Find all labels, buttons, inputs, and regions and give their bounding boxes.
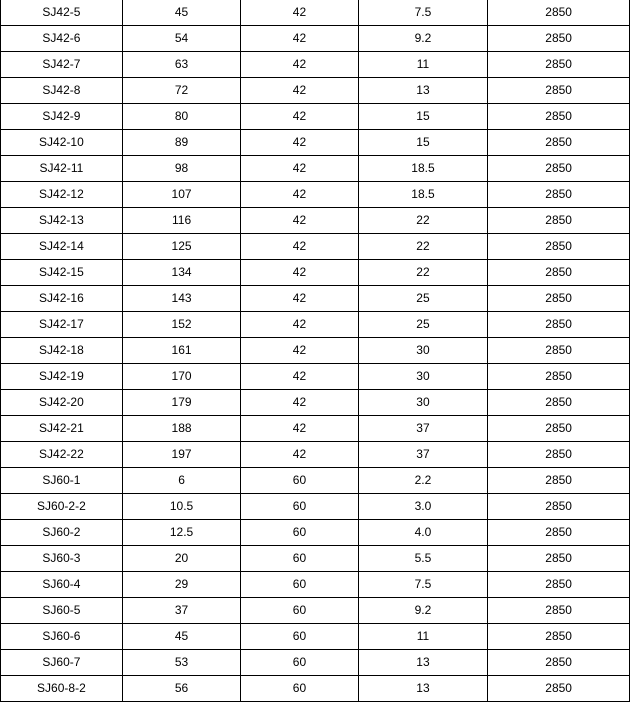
table-row xyxy=(1,104,630,130)
table-row xyxy=(1,624,630,650)
col3-cell: 42 xyxy=(241,0,358,26)
col5-cell: 2850 xyxy=(488,624,630,650)
col4-cell: 11 xyxy=(358,624,488,650)
col5-cell: 2850 xyxy=(488,364,630,390)
col5-cell: 2850 xyxy=(488,104,630,130)
col3-cell: 42 xyxy=(241,52,358,78)
table-row xyxy=(1,598,630,624)
col2-cell: 29 xyxy=(122,572,240,598)
col2-cell: 72 xyxy=(122,78,240,104)
col3-cell: 42 xyxy=(241,78,358,104)
col3-cell: 42 xyxy=(241,442,358,468)
table-row xyxy=(1,390,630,416)
table-row xyxy=(1,546,630,572)
table-row xyxy=(1,572,630,598)
col4-cell: 37 xyxy=(358,416,488,442)
table-row xyxy=(1,364,630,390)
col4-cell: 15 xyxy=(358,130,488,156)
col3-cell: 42 xyxy=(241,416,358,442)
col2-cell: 134 xyxy=(122,260,240,286)
table-row xyxy=(1,0,630,26)
col5-cell: 2850 xyxy=(488,0,630,26)
col4-cell: 30 xyxy=(358,338,488,364)
col2-cell: 152 xyxy=(122,312,240,338)
col4-cell: 7.5 xyxy=(358,0,488,26)
model-cell: SJ60-7 xyxy=(1,650,123,676)
col5-cell: 2850 xyxy=(488,182,630,208)
model-cell: SJ60-5 xyxy=(1,598,123,624)
model-cell: SJ60-1 xyxy=(1,468,123,494)
model-cell: SJ60-3 xyxy=(1,546,123,572)
col5-cell: 2850 xyxy=(488,520,630,546)
col2-cell: 80 xyxy=(122,104,240,130)
col5-cell: 2850 xyxy=(488,494,630,520)
col5-cell: 2850 xyxy=(488,312,630,338)
col4-cell: 3.0 xyxy=(358,494,488,520)
col3-cell: 60 xyxy=(241,546,358,572)
model-cell: SJ42-16 xyxy=(1,286,123,312)
col2-cell: 20 xyxy=(122,546,240,572)
col2-cell: 197 xyxy=(122,442,240,468)
col3-cell: 60 xyxy=(241,494,358,520)
col3-cell: 42 xyxy=(241,26,358,52)
col5-cell: 2850 xyxy=(488,78,630,104)
table-row xyxy=(1,676,630,702)
model-cell: SJ42-18 xyxy=(1,338,123,364)
model-cell: SJ42-22 xyxy=(1,442,123,468)
col3-cell: 42 xyxy=(241,312,358,338)
col3-cell: 42 xyxy=(241,338,358,364)
table-row xyxy=(1,260,630,286)
col4-cell: 30 xyxy=(358,390,488,416)
col4-cell: 25 xyxy=(358,312,488,338)
col3-cell: 60 xyxy=(241,468,358,494)
table-row xyxy=(1,26,630,52)
col2-cell: 53 xyxy=(122,650,240,676)
col3-cell: 42 xyxy=(241,390,358,416)
model-cell: SJ42-9 xyxy=(1,104,123,130)
model-cell: SJ42-19 xyxy=(1,364,123,390)
table-row xyxy=(1,78,630,104)
col4-cell: 7.5 xyxy=(358,572,488,598)
col4-cell: 22 xyxy=(358,260,488,286)
col5-cell: 2850 xyxy=(488,234,630,260)
col2-cell: 143 xyxy=(122,286,240,312)
table-row xyxy=(1,208,630,234)
col4-cell: 13 xyxy=(358,676,488,702)
col5-cell: 2850 xyxy=(488,442,630,468)
col3-cell: 42 xyxy=(241,286,358,312)
table-row xyxy=(1,650,630,676)
col5-cell: 2850 xyxy=(488,650,630,676)
col4-cell: 5.5 xyxy=(358,546,488,572)
col3-cell: 60 xyxy=(241,676,358,702)
col5-cell: 2850 xyxy=(488,52,630,78)
col5-cell: 2850 xyxy=(488,338,630,364)
col5-cell: 2850 xyxy=(488,156,630,182)
col2-cell: 45 xyxy=(122,624,240,650)
col3-cell: 42 xyxy=(241,104,358,130)
table-row xyxy=(1,312,630,338)
model-cell: SJ42-5 xyxy=(1,0,123,26)
col2-cell: 170 xyxy=(122,364,240,390)
col5-cell: 2850 xyxy=(488,130,630,156)
col4-cell: 13 xyxy=(358,78,488,104)
col4-cell: 9.2 xyxy=(358,26,488,52)
col3-cell: 60 xyxy=(241,650,358,676)
col4-cell: 37 xyxy=(358,442,488,468)
table-row xyxy=(1,520,630,546)
table-row xyxy=(1,182,630,208)
table-row xyxy=(1,234,630,260)
col3-cell: 42 xyxy=(241,260,358,286)
model-cell: SJ42-8 xyxy=(1,78,123,104)
table-row xyxy=(1,52,630,78)
col2-cell: 10.5 xyxy=(122,494,240,520)
model-cell: SJ60-2 xyxy=(1,520,123,546)
model-cell: SJ42-6 xyxy=(1,26,123,52)
col3-cell: 60 xyxy=(241,572,358,598)
table-row xyxy=(1,130,630,156)
col2-cell: 6 xyxy=(122,468,240,494)
model-cell: SJ42-21 xyxy=(1,416,123,442)
col5-cell: 2850 xyxy=(488,468,630,494)
model-cell: SJ60-2-2 xyxy=(1,494,123,520)
col2-cell: 125 xyxy=(122,234,240,260)
col5-cell: 2850 xyxy=(488,286,630,312)
col3-cell: 42 xyxy=(241,234,358,260)
col4-cell: 9.2 xyxy=(358,598,488,624)
table-row xyxy=(1,494,630,520)
table-row xyxy=(1,468,630,494)
col2-cell: 116 xyxy=(122,208,240,234)
table-row xyxy=(1,442,630,468)
col5-cell: 2850 xyxy=(488,572,630,598)
col2-cell: 89 xyxy=(122,130,240,156)
col4-cell: 13 xyxy=(358,650,488,676)
col4-cell: 11 xyxy=(358,52,488,78)
model-cell: SJ42-13 xyxy=(1,208,123,234)
col4-cell: 18.5 xyxy=(358,182,488,208)
table-body xyxy=(1,0,630,702)
col4-cell: 2.2 xyxy=(358,468,488,494)
col4-cell: 4.0 xyxy=(358,520,488,546)
col2-cell: 54 xyxy=(122,26,240,52)
col2-cell: 12.5 xyxy=(122,520,240,546)
model-cell: SJ42-15 xyxy=(1,260,123,286)
col5-cell: 2850 xyxy=(488,26,630,52)
col3-cell: 42 xyxy=(241,208,358,234)
col2-cell: 161 xyxy=(122,338,240,364)
col2-cell: 37 xyxy=(122,598,240,624)
col2-cell: 98 xyxy=(122,156,240,182)
col3-cell: 42 xyxy=(241,364,358,390)
col5-cell: 2850 xyxy=(488,208,630,234)
table-row xyxy=(1,286,630,312)
col2-cell: 188 xyxy=(122,416,240,442)
model-cell: SJ42-20 xyxy=(1,390,123,416)
model-cell: SJ42-7 xyxy=(1,52,123,78)
col4-cell: 30 xyxy=(358,364,488,390)
col5-cell: 2850 xyxy=(488,598,630,624)
table-row xyxy=(1,416,630,442)
col5-cell: 2850 xyxy=(488,260,630,286)
model-cell: SJ42-10 xyxy=(1,130,123,156)
model-cell: SJ60-4 xyxy=(1,572,123,598)
col2-cell: 107 xyxy=(122,182,240,208)
model-cell: SJ42-12 xyxy=(1,182,123,208)
model-cell: SJ60-6 xyxy=(1,624,123,650)
col2-cell: 56 xyxy=(122,676,240,702)
col5-cell: 2850 xyxy=(488,390,630,416)
col4-cell: 25 xyxy=(358,286,488,312)
col4-cell: 22 xyxy=(358,234,488,260)
model-cell: SJ42-17 xyxy=(1,312,123,338)
model-cell: SJ60-8-2 xyxy=(1,676,123,702)
col5-cell: 2850 xyxy=(488,546,630,572)
col4-cell: 22 xyxy=(358,208,488,234)
col2-cell: 45 xyxy=(122,0,240,26)
col5-cell: 2850 xyxy=(488,416,630,442)
col3-cell: 60 xyxy=(241,598,358,624)
table-row xyxy=(1,156,630,182)
col3-cell: 60 xyxy=(241,624,358,650)
model-cell: SJ42-11 xyxy=(1,156,123,182)
table-row xyxy=(1,338,630,364)
model-cell: SJ42-14 xyxy=(1,234,123,260)
col5-cell: 2850 xyxy=(488,676,630,702)
col3-cell: 60 xyxy=(241,520,358,546)
col4-cell: 18.5 xyxy=(358,156,488,182)
col2-cell: 179 xyxy=(122,390,240,416)
col3-cell: 42 xyxy=(241,182,358,208)
col3-cell: 42 xyxy=(241,156,358,182)
col4-cell: 15 xyxy=(358,104,488,130)
col2-cell: 63 xyxy=(122,52,240,78)
col3-cell: 42 xyxy=(241,130,358,156)
